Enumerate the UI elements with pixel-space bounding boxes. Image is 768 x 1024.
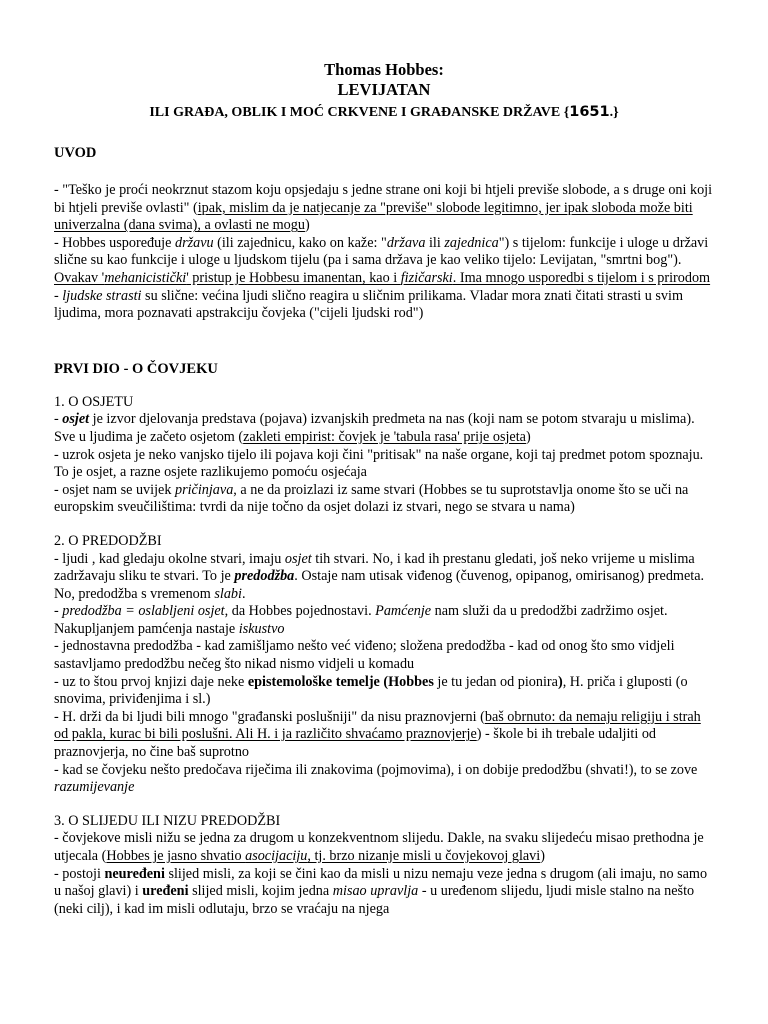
uvod-section [54,182,714,323]
document-subtitle: ILI GRAĐA, OBLIK I MOĆ CRKVENE I GRAĐANSKE DRŽAVE {1651.} [149,104,619,120]
section-1 [54,394,714,517]
title-block [54,60,714,123]
section-2-paragraph-4: - uz to štou prvoj knjizi daje neke epistemološke temelje (Hobbes je tu jedan od pionira), H. priča i gluposti (o snovima, priviđenjima i sl.) [54,673,688,708]
section-3 [54,813,714,919]
publication-year: 1651 [569,104,610,120]
section-2-paragraph-5: - H. drži da bi ljudi bili mnogo "građanski poslušniji" da nisu praznovjerni (baš obrnuto: da nemaju religiju i strah od pakla, kurac bi bili poslušni. Ali H. i ja različito shvaćamo praznovjerje) - škole bi ih trebale udaljiti od praznovjerja, no čine baš suprotno [54,708,701,761]
section-2 [54,533,714,797]
section-1-paragraph-1: - osjet je izvor djelovanja predstava (pojava) izvanjskih predmeta na nas (koji nam se potom stvaraju u mislima). Sve u ljudima je začeto osjetom (zakleti empirist: čovjek je 'tabula rasa' prije osjeta) [54,411,695,445]
section-2-title: 2. O PREDODŽBI [54,532,162,549]
uvod-paragraph-1: - "Teško je proći neokrznut stazom koju opsjedaju s jedne strane oni koji bi htjeli previše slobode, a s druge oni koji bi htjeli previše ovlasti" (ipak, mislim da je natjecanje za "previše" slobode legitimno, jer ipak sloboda može biti univerzalna (dana svima), a ovlasti ne mogu) [54,182,713,234]
section-1-paragraph-2: - uzrok osjeta je neko vanjsko tijelo ili pojava koji čini "pritisak" na naše organe, koji taj predmet potom spoznaju. To je osjet, a razne osjete razlikujemo pomoću osjećaja [54,446,704,481]
section-2-paragraph-3: - jednostavna predodžba - kad zamišljamo nešto već viđeno; složena predodžba - kad od onog što smo vidjeli sastavljamo predodžbu nečeg što nikad nismo vidjeli u komadu [54,638,675,673]
section-1-title: 1. O OSJETU [54,393,134,410]
section-3-paragraph-2: - postoji neuređeni slijed misli, za koji se čini kao da misli u nizu nemaju veze jedna s drugom (ali imaju, no samo u našoj glavi) i uređeni slijed misli, kojim jedna misao upravlja - u uređenom slijedu, ljudi misle stalno na nešto (neki cilj), i kad im misli odlutaju, brzo se vraćaju na njega [54,865,708,917]
section-3-paragraph-1: - čovjekove misli nižu se jedna za drugom u konzekventnom slijedu. Dakle, na svaku slijedeću misao prethodna je utjecala (Hobbes je jasno shvatio asocijaciju, tj. brzo nizanje misli u čovjekovoj glavi) [54,830,704,864]
uvod-heading: UVOD [54,145,97,161]
section-2-paragraph-2: - predodžba = oslabljeni osjet, da Hobbes pojednostavi. Pamćenje nam služi da u predodžbi zadržimo osjet. Nakupljanjem pamćenja nastaje iskustvo [54,603,668,637]
part-one-heading: PRVI DIO - O ČOVJEKU [54,360,218,377]
uvod-paragraph-2: - Hobbes uspoređuje državu (ili zajednicu, kako on kaže: "država ili zajednica") s tijelom: funkcije i uloge u državi slične su kao funkcije i uloge u ljudskom tijelu (pa i sama država je kao veliko tijelo: Levijatan, "smrtni bog"). Ovakav 'mehanicistički' pristup je Hobbesu imanentan, kao i fizičarski. Ima mnogo usporedbi s tijelom i s prirodom [54,234,711,286]
section-1-paragraph-3: - osjet nam se uvijek pričinjava, a ne da proizlazi iz same stvari (Hobbes se tu suprotstavlja onome što se uči na europskim sveučilištima: tvrdi da nije točno da osjet dolazi iz stvari, nego se stvara u nama) [54,481,689,516]
section-3-title: 3. O SLIJEDU ILI NIZU PREDODŽBI [54,812,281,829]
section-2-paragraph-6: - kad se čovjeku nešto predočava riječima ili znakovima (pojmovima), i on dobije predodžbu (shvati!), to se zove razumijevanje [54,761,698,796]
uvod-paragraph-3: - ljudske strasti su slične: većina ljudi slično reagira u sličnim prilikama. Vladar mora znati čitati strasti u svim ljudima, mora poznavati apstrakciju čovjeka ("cijeli ljudski rod") [54,287,683,322]
document-author-title: Thomas Hobbes: [324,60,444,79]
section-2-paragraph-1: - ljudi , kad gledaju okolne stvari, imaju osjet tih stvari. No, i kad ih prestanu gledati, još neko vrijeme u mislima zadržavaju sliku te stvari. To je predodžba. Ostaje nam utisak viđenog (čuvenog, opipanog, omirisanog) predmeta. No, predodžba s vremenom slabi. [54,550,705,602]
document-title: LEVIJATAN [337,80,431,99]
